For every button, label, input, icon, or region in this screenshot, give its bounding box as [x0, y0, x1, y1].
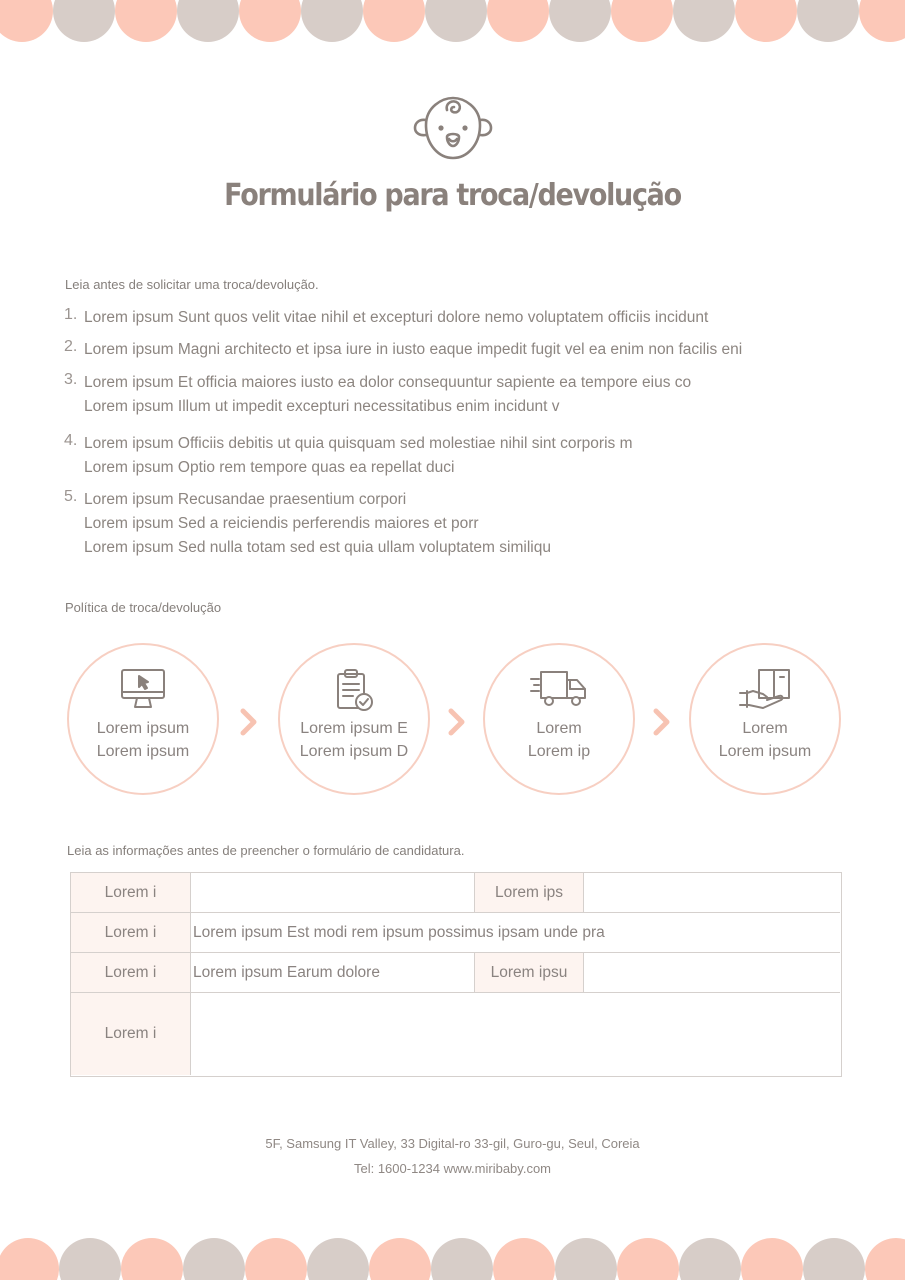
item-text: Lorem ipsum Sed a reiciendis perferendis maiores et porr [84, 515, 479, 532]
computer-cursor-icon [119, 667, 167, 711]
policy-step-4 [689, 643, 841, 795]
chevron-right-icon [652, 708, 672, 736]
field-label: Lorem i [71, 993, 191, 1075]
step-label: Lorem ipsum [96, 743, 190, 760]
policy-step-1 [67, 643, 219, 795]
policy-label: Política de troca/devolução [65, 600, 222, 615]
item-number: 4. [64, 432, 78, 449]
form-field[interactable] [584, 873, 840, 913]
scallop-shape [741, 1238, 803, 1280]
step-label: Lorem [742, 720, 788, 737]
form-field[interactable]: Lorem ipsum Earum dolore [191, 953, 475, 993]
field-label: Lorem i [71, 913, 191, 953]
form-label: Leia as informações antes de preencher o formulário de candidatura. [67, 843, 465, 858]
field-label: Lorem i [71, 953, 191, 993]
item-text: Lorem ipsum Magni architecto et ipsa iure in iusto eaque impedit fugit vel ea enim non facilis eni [84, 341, 743, 358]
scallop-shape [307, 1238, 369, 1280]
scallop-shape [183, 1238, 245, 1280]
bottom-scallop-border [0, 1236, 905, 1280]
scallop-shape [115, 0, 177, 42]
item-number: 3. [64, 371, 78, 388]
policy-step-2 [278, 643, 430, 795]
form-field[interactable] [584, 953, 840, 993]
scallop-shape [555, 1238, 617, 1280]
chevron-right-icon [447, 708, 467, 736]
scallop-shape [549, 0, 611, 42]
scallop-shape [121, 1238, 183, 1280]
step-label: Lorem ipsum [96, 720, 190, 737]
scallop-shape [59, 1238, 121, 1280]
footer-contact: Tel: 1600-1234 www.miribaby.com [353, 1161, 551, 1176]
instruction-item [64, 432, 864, 480]
item-number: 2. [64, 338, 78, 355]
scallop-shape [735, 0, 797, 42]
application-form-table [70, 872, 842, 1077]
item-text: Lorem ipsum Et officia maiores iusto ea dolor consequuntur sapiente ea tempore eius co [84, 374, 692, 391]
scallop-shape [0, 1238, 59, 1280]
scallop-shape [673, 0, 735, 42]
scallop-shape [369, 1238, 431, 1280]
item-number: 5. [64, 488, 78, 505]
item-number: 1. [64, 306, 78, 323]
item-text: Lorem ipsum Sunt quos velit vitae nihil et excepturi dolore nemo voluptatem officiis incidunt [84, 309, 709, 326]
delivery-truck-icon [529, 667, 589, 711]
scallop-shape [493, 1238, 555, 1280]
item-text: Lorem ipsum Optio rem tempore quas ea repellat duci [84, 459, 455, 476]
scallop-shape [239, 0, 301, 42]
scallop-shape [53, 0, 115, 42]
scallop-shape [0, 0, 53, 42]
instruction-item [64, 338, 864, 362]
instruction-item [64, 371, 864, 419]
item-text: Lorem ipsum Illum ut impedit excepturi necessitatibus enim incidunt v [84, 398, 560, 415]
scallop-shape [425, 0, 487, 42]
item-text: Lorem ipsum Officiis debitis ut quia quisquam sed molestiae nihil sint corporis m [84, 435, 633, 452]
clipboard-check-icon [332, 667, 376, 713]
instruction-item [64, 488, 864, 560]
scallop-shape [865, 1238, 905, 1280]
field-label: Lorem i [71, 873, 191, 913]
scallop-shape [679, 1238, 741, 1280]
form-field[interactable] [191, 873, 475, 913]
policy-step-3 [483, 643, 635, 795]
scallop-shape [245, 1238, 307, 1280]
step-label: Lorem ipsum [718, 743, 812, 760]
step-label: Lorem ipsum E [300, 720, 408, 737]
scallop-shape [617, 1238, 679, 1280]
scallop-shape [803, 1238, 865, 1280]
scallop-shape [859, 0, 905, 42]
scallop-shape [611, 0, 673, 42]
scallop-shape [301, 0, 363, 42]
scallop-shape [487, 0, 549, 42]
field-label: Lorem ipsu [475, 953, 584, 993]
instruction-item [64, 306, 864, 330]
item-text: Lorem ipsum Sed nulla totam sed est quia ullam voluptatem similiqu [84, 539, 551, 556]
hand-box-icon [737, 667, 793, 711]
form-field[interactable] [191, 993, 840, 1075]
top-scallop-border [0, 0, 905, 44]
baby-face-icon [412, 93, 494, 163]
item-text: Lorem ipsum Recusandae praesentium corpori [84, 491, 407, 508]
field-label: Lorem ips [475, 873, 584, 913]
chevron-right-icon [239, 708, 259, 736]
scallop-shape [431, 1238, 493, 1280]
page-title: Formulário para troca/devolução [224, 178, 681, 213]
scallop-shape [797, 0, 859, 42]
footer-address: 5F, Samsung IT Valley, 33 Digital-ro 33-gil, Guro-gu, Seul, Coreia [265, 1136, 640, 1151]
step-label: Lorem ip [527, 743, 591, 760]
form-field[interactable]: Lorem ipsum Est modi rem ipsum possimus ipsam unde pra [191, 913, 840, 953]
scallop-shape [177, 0, 239, 42]
instructions-label: Leia antes de solicitar uma troca/devolução. [65, 277, 319, 292]
step-label: Lorem ipsum D [299, 743, 409, 760]
step-label: Lorem [536, 720, 582, 737]
scallop-shape [363, 0, 425, 42]
